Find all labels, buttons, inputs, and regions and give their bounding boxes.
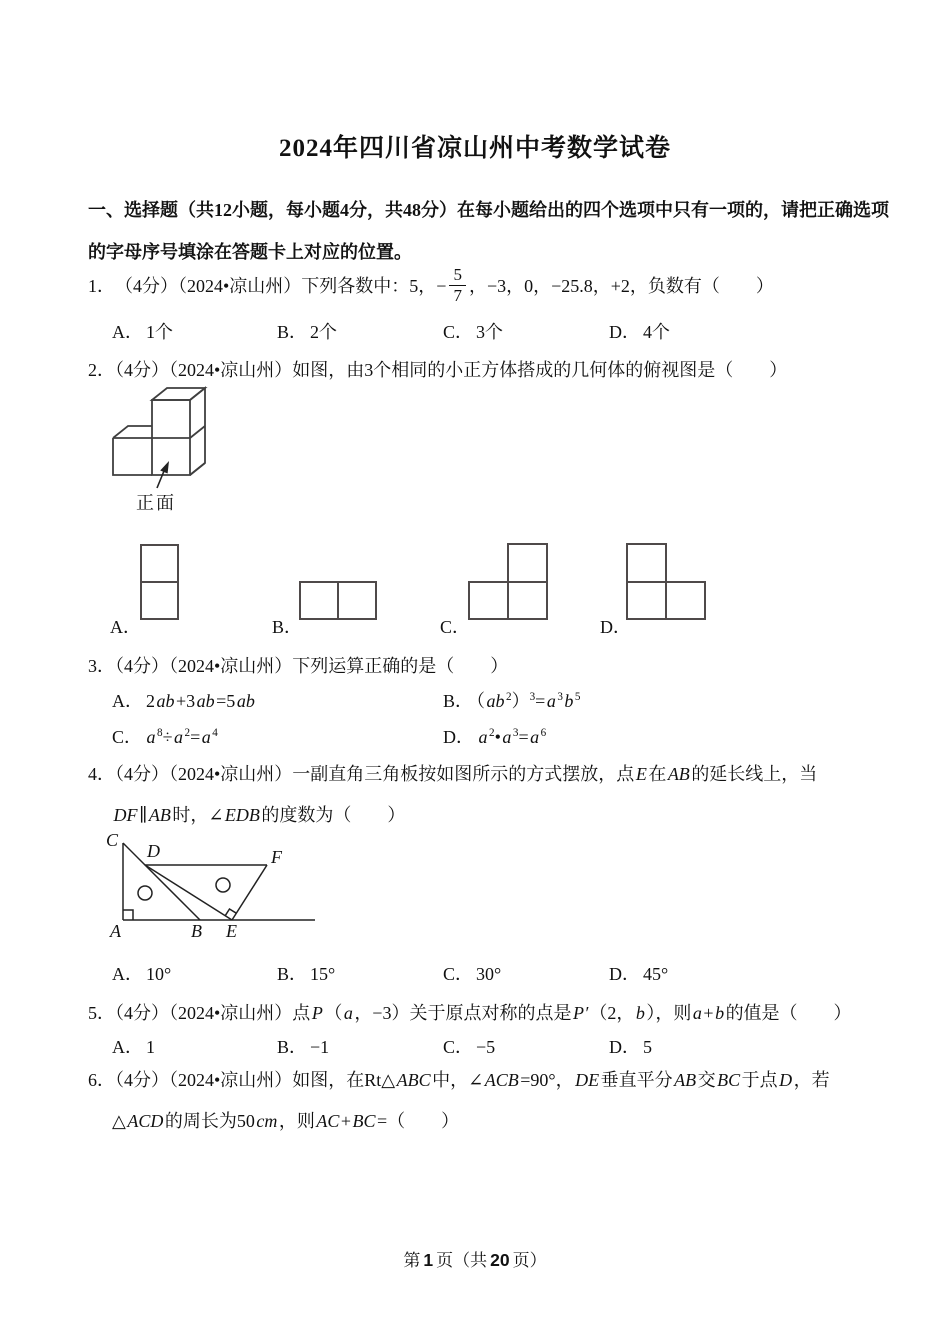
fraction-denominator: 7 xyxy=(449,285,466,306)
question-4-stem-line2: DF∥AB时，∠EDB的度数为（ ） xyxy=(113,805,406,825)
q1-option-a: A． 1个 xyxy=(112,322,173,342)
question-6-stem-line1: 6．（4分）（2024•凉山州）如图，在Rt△ABC中，∠ACB=90°，DE垂直平分AB交BC于点D，若 xyxy=(88,1070,830,1090)
q2-option-d-label: D． xyxy=(600,617,631,637)
topview-a-shape xyxy=(141,545,178,619)
cube-bottom-edge xyxy=(190,463,205,475)
page-number: 1 xyxy=(423,1250,434,1270)
left-cube-front xyxy=(113,438,152,475)
fraction-numerator: 5 xyxy=(453,264,462,284)
q2-option-b-label: B． xyxy=(272,617,303,637)
question-6-number: 6． xyxy=(88,1070,115,1090)
section-heading-line2: 的字母序号填涂在答题卡上对应的位置。 xyxy=(88,242,412,262)
q3-option-c: C． a $^8$÷a $^2$=a $^4$ xyxy=(112,727,218,747)
total-pages: 20 xyxy=(490,1250,510,1270)
cube-side-division xyxy=(190,426,205,438)
q5-option-d: D． 5 xyxy=(609,1037,652,1057)
vertex-label-C: C xyxy=(106,830,119,850)
q3-option-d: D． a $^2$•a $^3$=a $^6$ xyxy=(443,727,547,747)
question-4-number: 4． xyxy=(88,764,115,784)
question-1-stem xyxy=(88,262,774,308)
hypotenuse-CB xyxy=(123,843,200,920)
question-2-number: 2． xyxy=(88,360,115,380)
question-5-stem: 5．（4分）（2024•凉山州）点P（a，−3）关于原点对称的点是P′（2，b），则a+b的值是（ ） xyxy=(88,1003,852,1023)
side-DE xyxy=(145,865,232,920)
question-1-number: 1． xyxy=(88,276,115,296)
question-2-stem: 2．（4分）（2024•凉山州）如图，由3个相同的小正方体搭成的几何体的俯视图是（ ） xyxy=(88,360,788,380)
q5-option-c: C． −5 xyxy=(443,1037,496,1057)
q2-option-a-label: A． xyxy=(110,617,141,637)
q4-option-a: A． 10° xyxy=(112,964,172,984)
section-heading-line1: 一、选择题（共12小题，每小题4分，共48分）在每小题给出的四个选项中只有一项的，请把正确选项 xyxy=(88,200,889,220)
question-4-stem-line1: 4．（4分）（2024•凉山州）一副直角三角板按如图所示的方式摆放，点E在AB的延长线上，当 xyxy=(88,764,818,784)
question-3-stem: 3．（4分）（2024•凉山州）下列运算正确的是（ ） xyxy=(88,656,509,676)
triangle-rulers-figure xyxy=(95,833,345,945)
ruler-hole-right xyxy=(216,878,230,892)
topview-c-shape xyxy=(469,544,547,619)
question-3-number: 3． xyxy=(88,656,115,676)
q1-option-c: C． 3个 xyxy=(443,322,504,342)
page-title: 2024年四川省凉山州中考数学试卷 xyxy=(278,135,671,162)
vertex-label-E: E xyxy=(226,921,237,941)
topview-option-shapes xyxy=(88,540,868,625)
question-1-text-suffix: ，−3，0，−25.8，+2，负数有（ ） xyxy=(468,276,774,296)
fraction-5-7 xyxy=(449,265,466,305)
vertex-label-F: F xyxy=(271,847,282,867)
q1-option-d: D． 4个 xyxy=(609,322,670,342)
question-1-text-prefix: （4分）（2024•凉山州）下列各数中：5，− xyxy=(115,276,447,296)
topview-d-shape xyxy=(627,544,705,619)
q1-option-b: B． 2个 xyxy=(277,322,338,342)
q3-option-b: B． （ab $^2$）$^3$=a $^3$b $^5$ xyxy=(443,691,581,711)
q4-option-d: D． 45° xyxy=(609,964,669,984)
question-5-number: 5． xyxy=(88,1003,115,1023)
ruler-hole-left xyxy=(138,886,152,900)
page-footer: 第 1 页（共 20 页） xyxy=(403,1250,547,1270)
q2-option-c-label: C． xyxy=(440,617,471,637)
q4-option-c: C． 30° xyxy=(443,964,502,984)
q3-option-a: A． 2ab+3ab=5ab xyxy=(112,691,255,711)
topview-b-shape xyxy=(300,582,376,619)
question-6-stem-line2: △ACD的周长为50cm，则AC+BC=（ ） xyxy=(112,1111,460,1131)
q5-option-a: A． 1 xyxy=(112,1037,155,1057)
vertex-label-B: B xyxy=(191,921,202,941)
q4-option-b: B． 15° xyxy=(277,964,336,984)
q5-option-b: B． −1 xyxy=(277,1037,330,1057)
vertex-label-D: D xyxy=(147,841,160,861)
right-angle-mark-A xyxy=(123,910,133,920)
left-cube-top xyxy=(113,426,152,438)
vertex-label-A: A xyxy=(110,921,121,941)
front-face-caption: 正面 xyxy=(136,493,176,513)
side-EF xyxy=(232,865,267,920)
